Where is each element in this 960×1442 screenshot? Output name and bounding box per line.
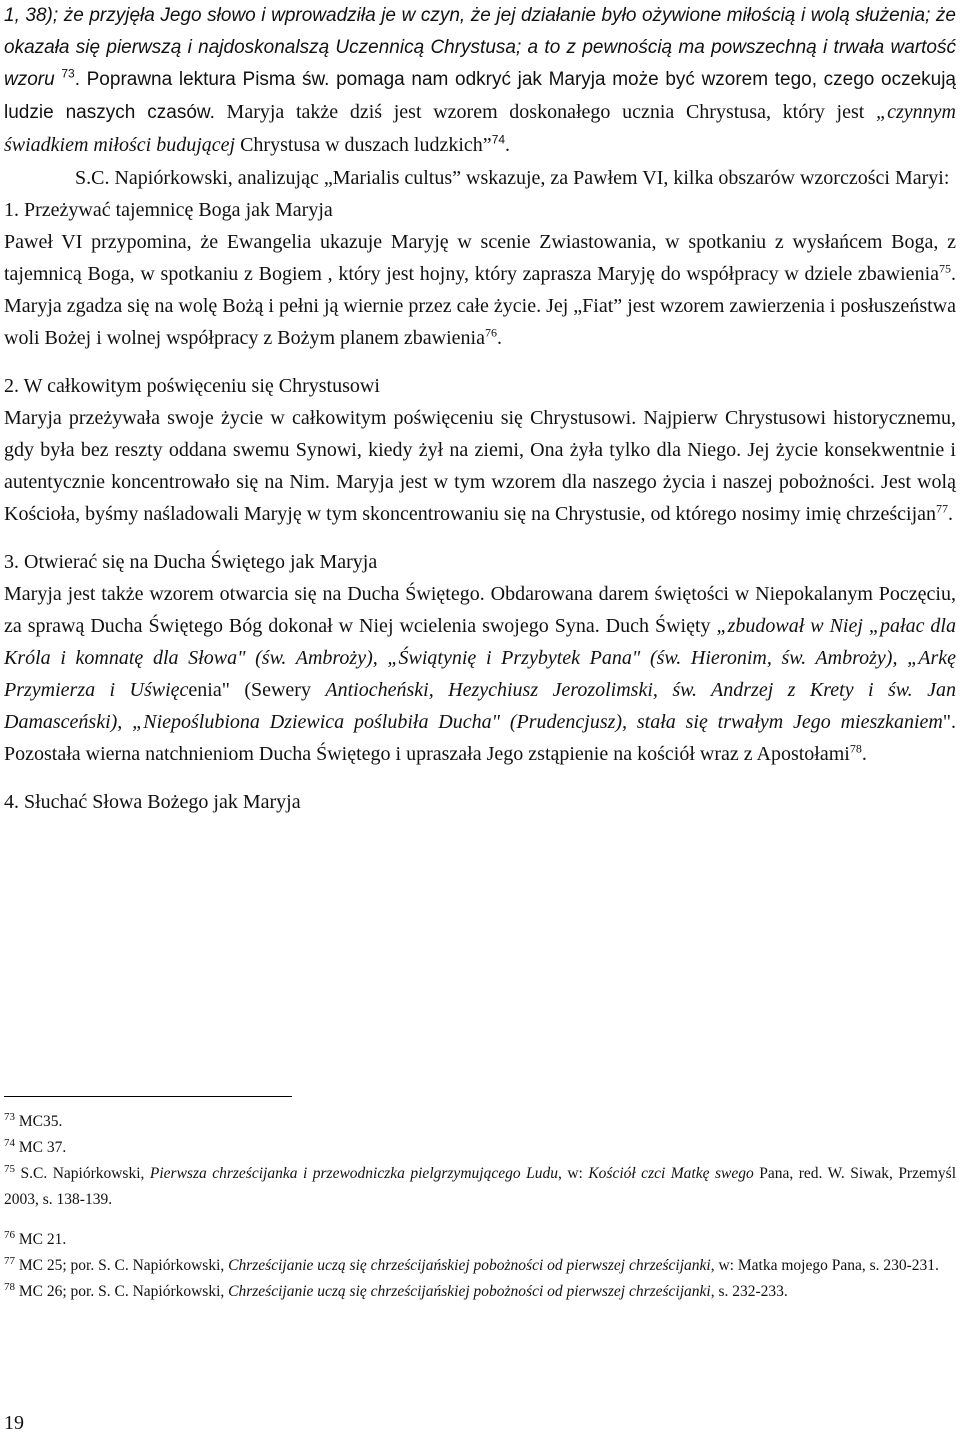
main-text <box>4 0 956 818</box>
spacer <box>4 354 956 370</box>
footnote-title: Pierwsza chrześcijanka i przewodniczka pielgrzymującego Ludu <box>149 1165 558 1182</box>
paragraph-section-3 <box>4 578 956 770</box>
paragraph-maryja-wzor <box>4 0 956 162</box>
footnote-number: 75 <box>4 1162 15 1175</box>
section-heading-4: 4. Słuchać Słowa Bożego jak Maryja <box>4 791 301 813</box>
text-run: Chrystusa w duszach ludzkich” <box>235 134 492 156</box>
italic-text: „zbudował w Niej „pałac dla Króla i komnatę dla Słowa" (św. Ambroży), „Świątynię i Przybytek Pana" (św. Hieronim, św. Ambroży), „Arkę Przymierza i Uświęc <box>4 615 956 701</box>
paragraph-napiorkowski: S.C. Napiórkowski, analizując „Marialis cultus” wskazuje, za Pawłem VI, kilka obszarów wzorczości Maryi: <box>75 167 950 189</box>
footnote-text: MC 25; por. S. C. Napiórkowski, <box>18 1257 229 1274</box>
footnote-78 <box>4 1279 956 1305</box>
footnote-ref-77[interactable]: 77 <box>936 501 949 516</box>
footnote-73 <box>4 1109 956 1135</box>
footnote-title: Kościół czci Matkę swego <box>588 1165 754 1182</box>
footnote-74 <box>4 1135 956 1161</box>
footnote-text: MC 21. <box>18 1231 67 1248</box>
footnote-ref-78[interactable]: 78 <box>849 741 862 756</box>
footnote-number: 74 <box>4 1136 15 1149</box>
footnote-ref-74[interactable]: 74 <box>491 132 506 147</box>
footnote-number: 78 <box>4 1280 15 1293</box>
footnotes <box>4 1096 956 1305</box>
footnote-text: , w: Matka mojego Pana, s. 230-231. <box>710 1257 939 1274</box>
section-heading-3: 3. Otwierać się na Ducha Świętego jak Maryja <box>4 551 378 573</box>
footnote-title: Chrześcijanie uczą się chrześcijańskiej pobożności od pierwszej chrześcijanki <box>228 1257 711 1274</box>
section-heading-1: 1. Przeżywać tajemnicę Boga jak Maryja <box>4 199 333 221</box>
footnote-76 <box>4 1227 956 1253</box>
text-run: enia" (Sewery <box>188 679 326 701</box>
footnote-text: , s. 232-233. <box>710 1283 788 1300</box>
footnote-ref-76[interactable]: 76 <box>484 325 497 340</box>
text-run: . <box>948 503 954 525</box>
text-run: . <box>861 743 867 765</box>
footnote-text: MC35. <box>18 1113 63 1130</box>
text-run: ". Pozostała wierna natchnieniom Ducha Świętego i upraszała Jego zstąpienie na kościół wraz z Apostołami <box>4 711 956 765</box>
section-heading-2: 2. W całkowitym poświęceniu się Chrystusowi <box>4 375 380 397</box>
footnote-text: , w: <box>557 1165 589 1182</box>
footnote-75 <box>4 1161 956 1213</box>
footnote-number: 76 <box>4 1228 15 1241</box>
spacer <box>4 530 956 546</box>
footnote-number: 77 <box>4 1254 15 1267</box>
footnote-text: Pana, red. W. Siwak, Przemyśl 2003, s. 138-139. <box>4 1165 956 1208</box>
text-run: . <box>496 327 502 349</box>
text-run: Maryja przeżywała swoje życie w całkowitym poświęceniu się Chrystusowi. Najpierw Chrystusowi historycznemu, gdy była bez reszty oddana swemu Synowi, kiedy żył na ziemi, Ona żyła tylko dla Niego. Jej życie konsekwentnie i autentycznie koncentrowało się na Nim. Maryja jest w tym wzorem dla naszego życia i naszej pobożności. Jest wolą Kościoła, byśmy naśladowali Maryję w tym skoncentrowaniu się na Chrystusie, od którego nosimy imię chrześcijan <box>4 407 956 525</box>
text-run: Paweł VI przypomina, że Ewangelia ukazuje Maryję w scenie Zwiastowania, w spotkaniu z wysłańcem Boga, z tajemnicą Boga, w spotkaniu z Bogiem , który jest hojny, który zaprasza Maryję do współpracy w dziele zbawienia <box>4 231 956 285</box>
spacer <box>4 1213 956 1227</box>
spacer <box>4 770 956 786</box>
footnote-text: MC 26; por. S. C. Napiórkowski, <box>18 1283 229 1300</box>
paragraph-section-1 <box>4 226 956 354</box>
page-number: 19 <box>4 1412 24 1434</box>
italic-text: „czynnym świadkiem miłości budującej <box>4 101 956 156</box>
footnote-separator <box>4 1096 292 1097</box>
footnote-77 <box>4 1253 956 1279</box>
footnote-text: S.C. Napiórkowski, <box>20 1165 150 1182</box>
footnote-number: 73 <box>4 1110 15 1123</box>
text-run: . Poprawna lektura Pisma św. pomaga nam odkryć jak Maryja może być wzorem tego, czego oczekują ludzie naszych czasów. <box>4 69 956 123</box>
footnote-title: Chrześcijanie uczą się chrześcijańskiej pobożności od pierwszej chrześcijanki <box>228 1283 711 1300</box>
text-run: Maryja także dziś jest wzorem doskonałego ucznia Chrystusa, który jest <box>214 101 876 123</box>
footnote-ref-75[interactable]: 75 <box>939 261 951 276</box>
italic-text: Antiocheński, Hezychiusz Jerozolimski, św. Andrzej z Krety i św. Jan Damasceński), „Niepoślubiona Dziewica poślubiła Ducha" (Prudencjusz), stała się trwałym Jego mieszkaniem <box>4 679 956 733</box>
text-run: . Maryja zgadza się na wolę Bożą i pełni ją wiernie przez całe życie. Jej „Fiat” jest wzorem zawierzenia i posłuszeństwa woli Bożej i wolnej współpracy z Bożym planem zbawienia <box>4 263 956 349</box>
footnote-text: MC 37. <box>18 1139 67 1156</box>
paragraph-section-2 <box>4 402 956 530</box>
italic-text: 1, 38); że przyjęła Jego słowo i wprowadziła je w czyn, że jej działanie było ożywione miłością i wolą służenia; że okazała się pierwszą i najdoskonalszą Uczennicą Chrystusa; a to z pewnością ma powszechną i trwała wartość wzoru <box>4 5 956 90</box>
footnote-ref-73[interactable]: 73 <box>61 66 75 81</box>
text-run: . <box>505 134 511 156</box>
text-run: Maryja jest także wzorem otwarcia się na Ducha Świętego. Obdarowana darem świętości w Niepokalanym Poczęciu, za sprawą Ducha Świętego Bóg dokonał w Niej wcielenia swojego Syna. Duch Święty <box>4 583 956 637</box>
